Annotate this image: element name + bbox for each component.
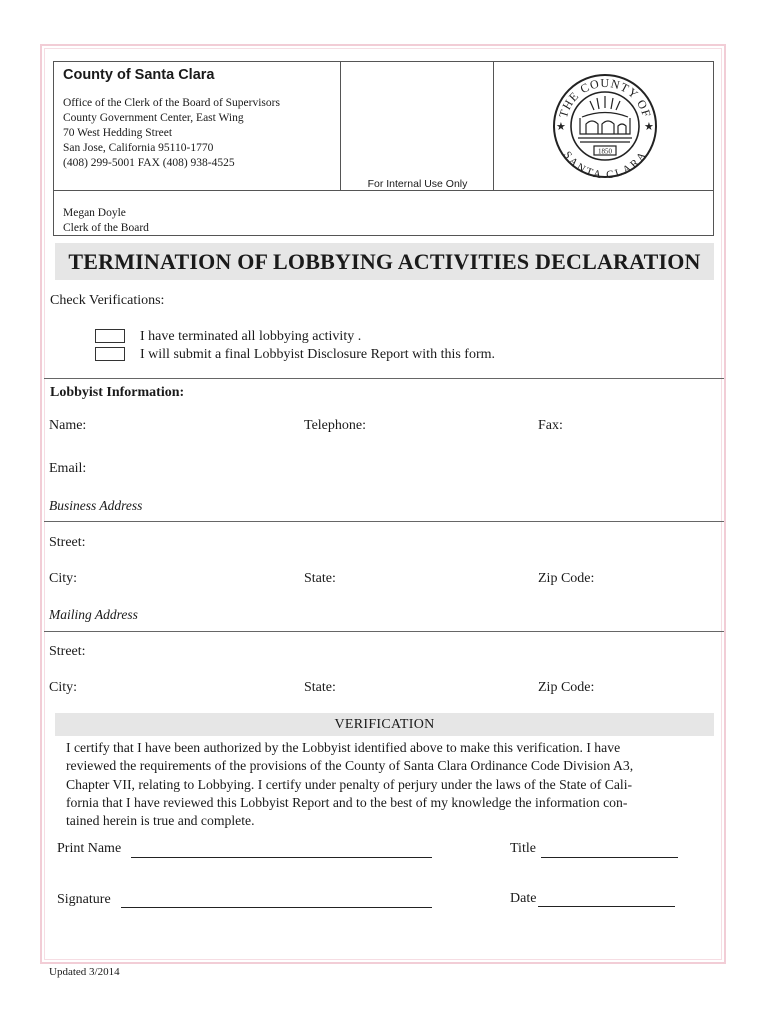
business-state-label: State: bbox=[304, 571, 336, 586]
updated-footer: Updated 3/2014 bbox=[49, 966, 120, 978]
address-line: 70 West Hedding Street bbox=[63, 127, 173, 139]
clerk-name: Megan Doyle bbox=[63, 207, 126, 219]
clerk-title: Clerk of the Board bbox=[63, 222, 149, 234]
mailing-address-heading: Mailing Address bbox=[49, 607, 138, 622]
seal-top-text: THE COUNTY OF bbox=[555, 75, 655, 120]
svg-text:★: ★ bbox=[644, 121, 654, 133]
section-divider bbox=[44, 521, 724, 522]
internal-use-cell bbox=[341, 62, 494, 190]
date-line[interactable] bbox=[538, 906, 675, 907]
county-address-cell bbox=[54, 62, 341, 190]
signature-label: Signature bbox=[57, 892, 111, 907]
business-street-label: Street: bbox=[49, 535, 86, 550]
address-line: County Government Center, East Wing bbox=[63, 112, 244, 124]
seal-bottom-text: SANTA CLARA bbox=[560, 149, 650, 180]
date-label: Date bbox=[510, 891, 537, 906]
address-line: Office of the Clerk of the Board of Supervisors bbox=[63, 97, 280, 109]
signature-line[interactable] bbox=[121, 907, 432, 908]
name-label: Name: bbox=[49, 418, 87, 433]
certification-line: I certify that I have been authorized by the Lobbyist identified above to make this verification. I have bbox=[66, 740, 621, 755]
verification-band bbox=[55, 713, 714, 736]
fax-label: Fax: bbox=[538, 418, 563, 433]
print-name-label: Print Name bbox=[57, 841, 122, 856]
certification-line: tained herein is true and complete. bbox=[66, 813, 255, 829]
internal-use-label: For Internal Use Only bbox=[367, 178, 468, 190]
business-address-heading: Business Address bbox=[49, 498, 143, 513]
form-title: TERMINATION OF LOBBYING ACTIVITIES DECLARATION bbox=[68, 249, 701, 274]
check-verifications-label: Check Verifications: bbox=[50, 293, 165, 308]
business-zip-label: Zip Code: bbox=[538, 571, 595, 586]
address-line: San Jose, California 95110-1770 bbox=[63, 142, 214, 154]
certification-line: Chapter VII, relating to Lobbying. I certify under penalty of perjury under the laws of the State of Cali- bbox=[66, 776, 633, 792]
telephone-label: Telephone: bbox=[304, 418, 366, 433]
email-label: Email: bbox=[49, 461, 87, 476]
section-divider bbox=[44, 631, 724, 632]
seal-year: 1850 bbox=[598, 147, 612, 156]
mailing-state-label: State: bbox=[304, 680, 336, 695]
certification-line: fornia that I have reviewed this Lobbyist Report and to the best of my knowledge the information con- bbox=[66, 794, 628, 810]
mailing-street-label: Street: bbox=[49, 644, 86, 659]
terminated-option-label: I have terminated all lobbying activity . bbox=[140, 329, 362, 344]
county-name: County of Santa Clara bbox=[63, 67, 215, 83]
seal-cell bbox=[494, 62, 713, 190]
print-name-line[interactable] bbox=[131, 857, 432, 858]
header-box bbox=[53, 61, 714, 236]
svg-text:★: ★ bbox=[556, 121, 566, 133]
verification-title: VERIFICATION bbox=[334, 717, 435, 732]
county-seal-icon bbox=[550, 72, 660, 180]
title-band bbox=[55, 243, 714, 280]
clerk-cell bbox=[54, 190, 713, 235]
final-report-checkbox[interactable] bbox=[95, 347, 125, 361]
phone-fax-line: (408) 299-5001 FAX (408) 938-4525 bbox=[63, 157, 235, 169]
section-divider bbox=[44, 378, 724, 379]
certification-text bbox=[66, 739, 706, 830]
title-label: Title bbox=[510, 841, 536, 856]
certification-line: reviewed the requirements of the provisions of the County of Santa Clara Ordinance Code Division A3, bbox=[66, 758, 634, 774]
mailing-city-label: City: bbox=[49, 680, 78, 695]
lobbyist-info-heading: Lobbyist Information: bbox=[50, 385, 185, 400]
business-city-label: City: bbox=[49, 571, 78, 586]
title-line[interactable] bbox=[541, 857, 678, 858]
final-report-option-label: I will submit a final Lobbyist Disclosure Report with this form. bbox=[140, 347, 496, 362]
mailing-zip-label: Zip Code: bbox=[538, 680, 595, 695]
terminated-checkbox[interactable] bbox=[95, 329, 125, 343]
